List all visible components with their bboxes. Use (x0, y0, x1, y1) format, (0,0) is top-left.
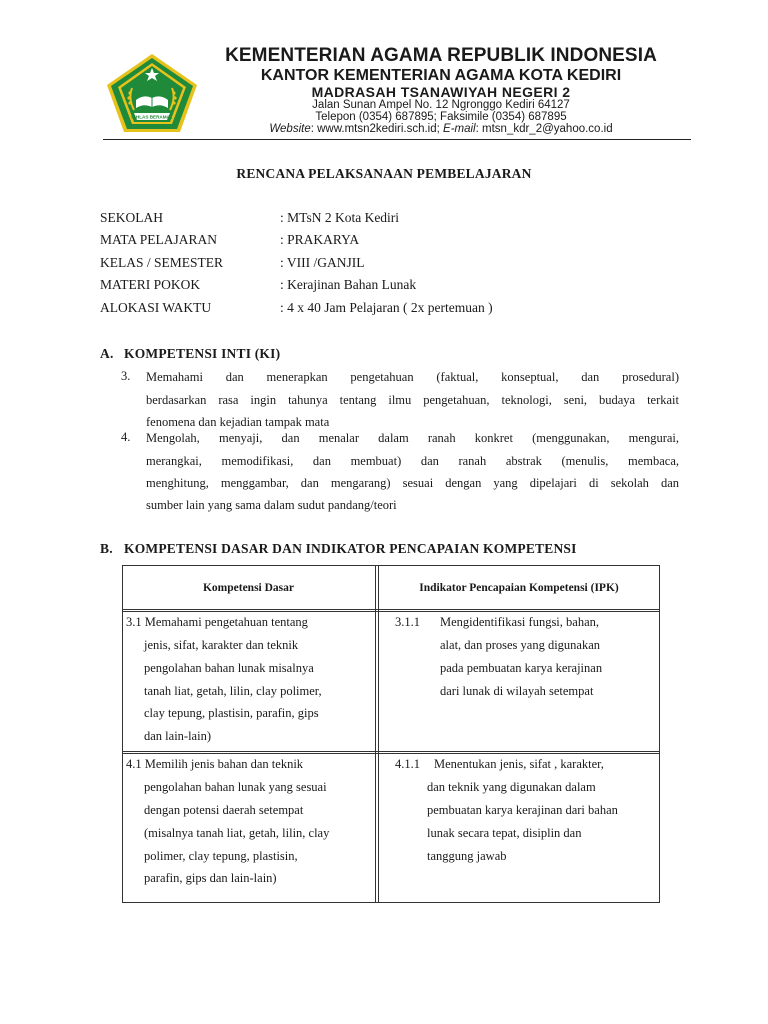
website-link[interactable]: www.mtsn2kediri.sch.id (317, 123, 437, 135)
identity-label: MATA PELAJARAN (100, 232, 218, 247)
section-letter: A. (100, 346, 114, 361)
kd-text-line: parafin, gips dan lain-lain) (144, 871, 277, 885)
ki-number: 3. (121, 369, 131, 383)
identity-label: KELAS / SEMESTER (100, 255, 224, 270)
ki-text-line: berdasarkan rasa ingin tahunya tentang ilmu pengetahuan, teknologi, seni, budaya terkait (146, 393, 679, 407)
identity-value: : VIII /GANJIL (280, 255, 365, 271)
identity-label: SEKOLAH (100, 210, 163, 225)
table-header-divider (122, 609, 660, 612)
ipk-text-line: dari lunak di wilayah setempat (440, 684, 594, 698)
table-header-kd: Kompetensi Dasar (202, 582, 295, 594)
ipk-number: 3.1.1 (395, 615, 420, 629)
ki-text-line: Memahami dan menerapkan pengetahuan (faktual, konseptual, dan prosedural) (146, 370, 679, 384)
identity-label: ALOKASI WAKTU (100, 300, 212, 315)
ipk-text-line: tanggung jawab (427, 849, 507, 863)
ipk-text-line: Mengidentifikasi fungsi, bahan, (440, 615, 599, 629)
ipk-number: 4.1.1 (395, 757, 420, 771)
section-title: KOMPETENSI DASAR DAN INDIKATOR PENCAPAIAN KOMPETENSI (124, 541, 577, 556)
table-column-divider (375, 565, 376, 903)
school-name: MADRASAH TSANAWIYAH NEGERI 2 (311, 84, 571, 100)
kd-text-line: tanah liat, getah, lilin, clay polimer, (144, 684, 322, 698)
table-header-ipk: Indikator Pencapaian Kompetensi (IPK) (419, 582, 619, 594)
school-phone-fax: Telepon (0354) 687895; Faksimile (0354) 687895 (315, 111, 567, 123)
identity-value: : Kerajinan Bahan Lunak (280, 277, 416, 293)
kd-text-line: (misalnya tanah liat, getah, lilin, clay (144, 826, 330, 840)
kd-text-line: 4.1 Memilih jenis bahan dan teknik (126, 757, 304, 771)
kd-text-line: 3.1 Memahami pengetahuan tentang (126, 615, 308, 629)
identity-label: MATERI POKOK (100, 277, 201, 292)
svg-text:IKHLAS BERAMAL: IKHLAS BERAMAL (131, 114, 173, 120)
kd-text-line: dan lain-lain) (144, 729, 211, 743)
email-link[interactable]: mtsn_kdr_2@yahoo.co.id (482, 123, 613, 135)
ki-text-line: menghitung, menggambar, dan mengarang) sesuai dengan yang dipelajari di sekolah dan (146, 476, 679, 490)
identity-value: : 4 x 40 Jam Pelajaran ( 2x pertemuan ) (280, 300, 493, 316)
ki-text-line: sumber lain yang sama dalam sudut pandang/teori (146, 498, 397, 512)
kd-text-line: pengolahan bahan lunak yang sesuai (144, 780, 327, 794)
kd-text-line: clay tepung, plastisin, parafin, gips (144, 706, 319, 720)
ipk-text-line: lunak secara tepat, disiplin dan (427, 826, 582, 840)
kd-text-line: pengolahan bahan lunak misalnya (144, 661, 314, 675)
ipk-text-line: alat, dan proses yang digunakan (440, 638, 601, 652)
ipk-text-line: pada pembuatan karya kerajinan (440, 661, 603, 675)
letterhead-divider (103, 139, 691, 140)
ki-number: 4. (121, 430, 131, 444)
office-name: KANTOR KEMENTERIAN AGAMA KOTA KEDIRI (260, 67, 622, 84)
ki-text-line: Mengolah, menyaji, dan menalar dalam ranah konkret (menggunakan, mengurai, (146, 431, 679, 445)
kd-text-line: polimer, clay tepung, plastisin, (144, 849, 298, 863)
ministry-name: KEMENTERIAN AGAMA REPUBLIK INDONESIA (225, 45, 657, 66)
school-contacts: Website: www.mtsn2kediri.sch.id; E-mail: mtsn_kdr_2@yahoo.co.id (269, 123, 613, 135)
identity-value: : MTsN 2 Kota Kediri (280, 210, 399, 226)
competency-table (122, 565, 660, 903)
ki-text-line: fenomena dan kejadian tampak mata (146, 415, 330, 429)
ki-text-line: merangkai, memodifikasi, dan membuat) dan ranah abstrak (menulis, membaca, (146, 454, 679, 468)
school-address: Jalan Sunan Ampel No. 12 Ngronggo Kediri 64127 (312, 99, 570, 111)
section-title: KOMPETENSI INTI (KI) (124, 346, 281, 361)
identity-value: : PRAKARYA (280, 232, 359, 248)
document-title: RENCANA PELAKSANAAN PEMBELAJARAN (236, 166, 532, 181)
kemenag-logo-icon (104, 52, 200, 134)
table-column-divider (378, 565, 379, 903)
ipk-text-line: pembuatan karya kerajinan dari bahan (427, 803, 618, 817)
kd-text-line: dengan potensi daerah setempat (144, 803, 304, 817)
section-letter: B. (100, 541, 113, 556)
website-label: Website (269, 123, 311, 135)
ipk-text-line: dan teknik yang digunakan dalam (427, 780, 596, 794)
ipk-text-line: Menentukan jenis, sifat , karakter, (434, 757, 604, 771)
email-label: E-mail (443, 123, 476, 135)
table-row-divider (122, 751, 660, 754)
kd-text-line: jenis, sifat, karakter dan teknik (144, 638, 299, 652)
